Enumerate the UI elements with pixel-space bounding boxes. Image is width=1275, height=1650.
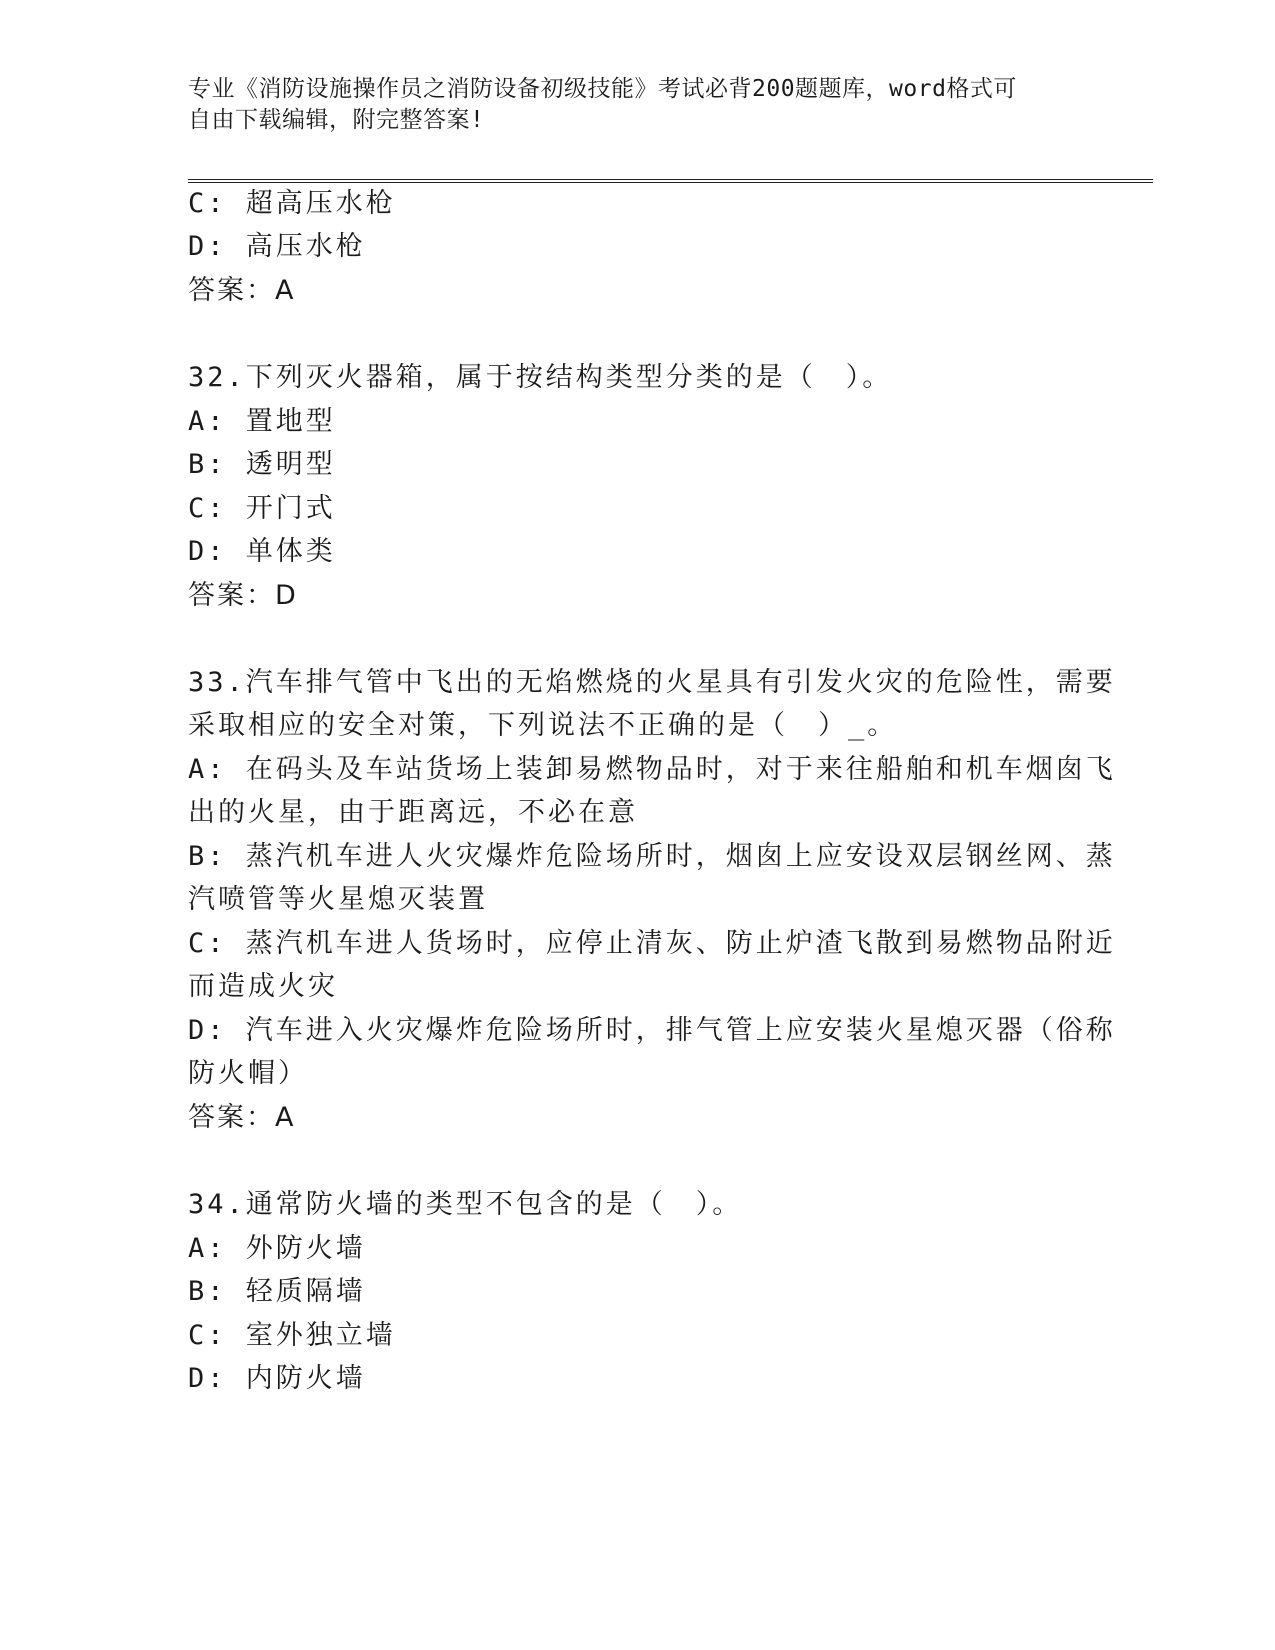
q32-answer: 答案：D [188, 580, 298, 611]
q32-stem: 32.下列灭火器箱，属于按结构类型分类的是（ ）。 [188, 362, 893, 393]
q33-option-d-line-2: 防火帽） [188, 1058, 308, 1089]
header-divider [188, 179, 1153, 183]
q33-option-b-line-2: 汽喷管等火星熄灭装置 [188, 884, 488, 915]
header-line-1: 专业《消防设施操作员之消防设备初级技能》考试必背200题题库，word格式可 [188, 76, 1017, 102]
q33-option-a-line-2: 出的火星，由于距离远，不必在意 [188, 797, 638, 828]
q33-option-c-line-1: C: 蒸汽机车进人货场时，应停止清灰、防止炉渣飞散到易燃物品附近 [188, 928, 1116, 959]
q32-option-a: A: 置地型 [188, 406, 336, 437]
q33-option-a-line-1: A: 在码头及车站货场上装卸易燃物品时，对于来往船舶和机车烟囱飞 [188, 754, 1116, 785]
document-header [188, 74, 1068, 136]
q34-option-b: B: 轻质隔墙 [188, 1276, 366, 1307]
q34-option-c: C: 室外独立墙 [188, 1320, 396, 1351]
header-line-2: 自由下载编辑，附完整答案! [188, 107, 485, 133]
q32-option-b: B: 透明型 [188, 449, 336, 480]
q33-option-c-line-2: 而造成火灾 [188, 971, 338, 1002]
q31-option-d: D: 高压水枪 [188, 231, 366, 262]
q34-option-a: A: 外防火墙 [188, 1233, 366, 1264]
q32-option-c: C: 开门式 [188, 493, 336, 524]
q34-stem: 34.通常防火墙的类型不包含的是（ ）。 [188, 1189, 743, 1220]
q33-answer: 答案：A [188, 1102, 296, 1133]
q31-answer: 答案：A [188, 275, 296, 306]
q32-option-d: D: 单体类 [188, 536, 336, 567]
q33-option-d-line-1: D: 汽车进入火灾爆炸危险场所时，排气管上应安装火星熄灭器（俗称 [188, 1015, 1116, 1046]
q33-stem-line-1: 33.汽车排气管中飞出的无焰燃烧的火星具有引发火灾的危险性，需要 [188, 667, 1116, 698]
q33-stem-line-2: 采取相应的安全对策，下列说法不正确的是（ ）_。 [188, 710, 898, 741]
q31-option-c: C: 超高压水枪 [188, 188, 396, 219]
q34-option-d: D: 内防火墙 [188, 1363, 366, 1394]
q33-option-b-line-1: B: 蒸汽机车进人火灾爆炸危险场所时，烟囱上应安设双层钢丝网、蒸 [188, 841, 1116, 872]
